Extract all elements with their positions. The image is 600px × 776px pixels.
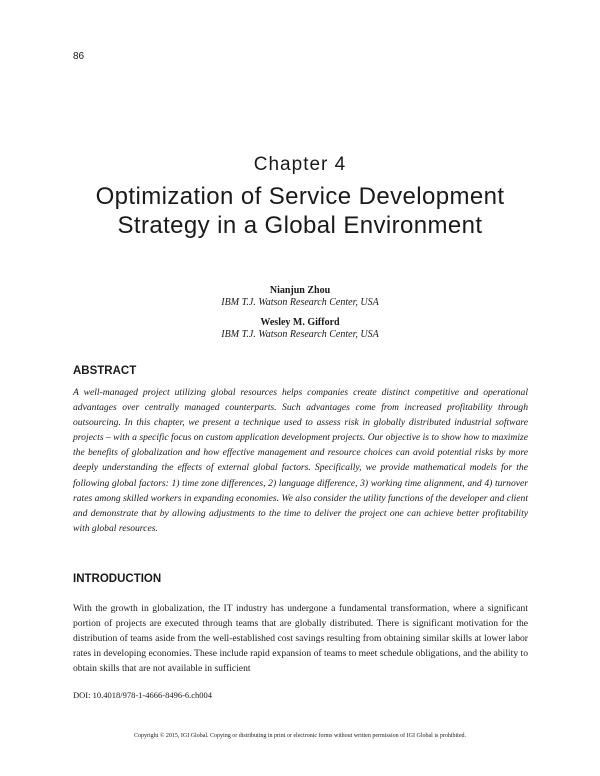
doi: DOI: 10.4018/978-1-4666-8496-6.ch004 — [73, 690, 213, 700]
abstract-text: A well-managed project utilizing global resources helps companies create distinct competitive and operational advantages over centrally managed counterparts. Such advantages come from increased profitability through outsourcing. In this chapter, we present a technique used to assess risk in globally distributed industrial software projects – with a specific focus on custom application development projects. Our objective is to show how to maximize the benefits of globalization and how effective management and resource choices can avoid potential risks by more deeply understanding the effects of external global factors. Specifically, we provide mathematical models for the following global factors: 1) time zone differences, 2) language difference, 3) working time alignment, and 4) turnover rates among skilled workers in expanding economies. We also consider the utility functions of the developer and client and demonstrate that by allowing adjustments to the time to deliver the project one can achieve better profitability with global resources. — [73, 387, 528, 534]
author-affiliation: IBM T.J. Watson Research Center, USA — [221, 297, 379, 308]
author-name: Wesley M. Gifford — [260, 317, 340, 328]
chapter-label: Chapter 4 — [253, 154, 347, 175]
author-name: Nianjun Zhou — [269, 285, 331, 296]
author-block — [0, 285, 600, 308]
author-block — [0, 317, 600, 340]
page-number: 86 — [73, 51, 85, 62]
author-affiliation: IBM T.J. Watson Research Center, USA — [221, 329, 379, 340]
abstract-heading: ABSTRACT — [73, 365, 137, 377]
introduction-heading: INTRODUCTION — [73, 573, 162, 585]
chapter-title: Optimization of Service Development Strategy in a Global Environment — [95, 183, 505, 239]
introduction-text: With the growth in globalization, the IT industry has undergone a fundamental transformation, where a significant portion of projects are executed through teams that are globally distributed. There is significant motivation for the distribution of teams aside from the well-established cost savings resulting from obtaining similar skills at lower labor rates in developing economies. These include rapid expansion of teams to meet schedule obligations, and the ability to obtain skills that are not available in sufficient — [73, 603, 528, 675]
copyright-notice: Copyright © 2015, IGI Global. Copying or distributing in print or electronic forms without written permission of IGI Global is prohibited. — [133, 733, 466, 739]
